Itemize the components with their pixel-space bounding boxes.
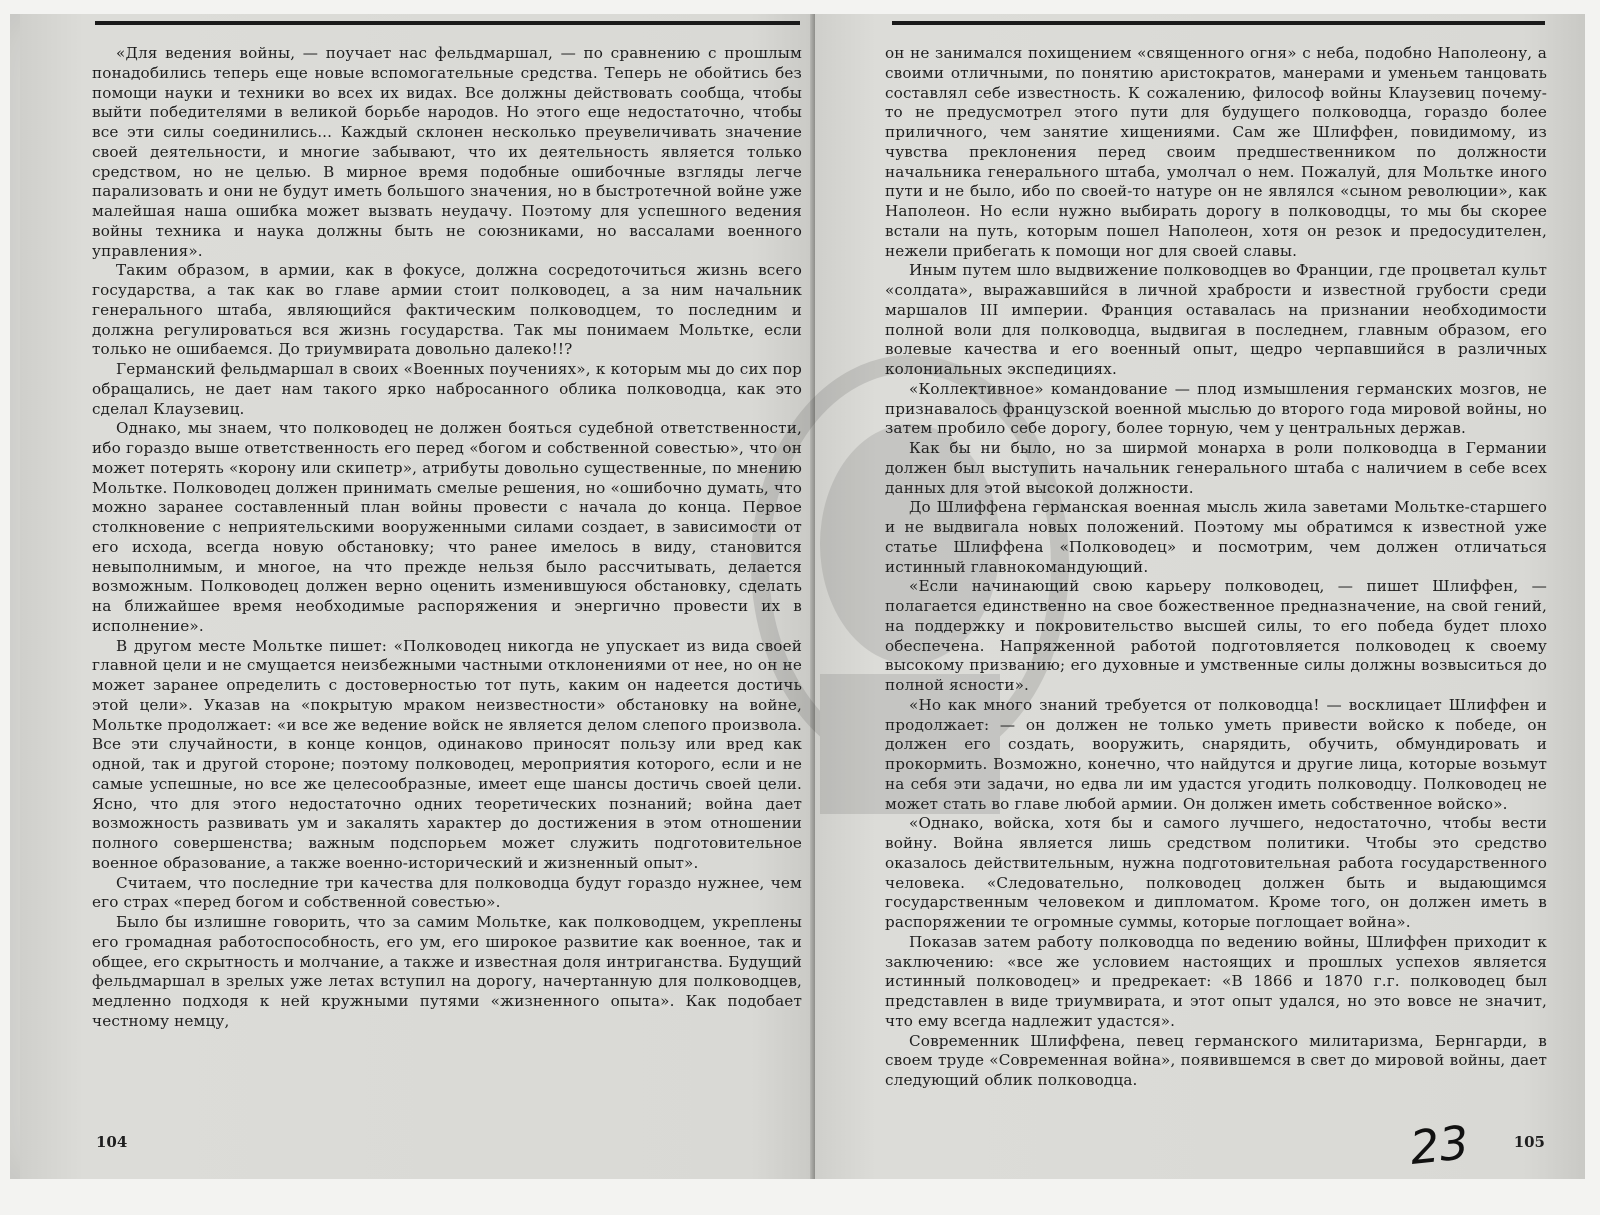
right-page-text (885, 44, 1547, 1091)
handwritten-page-number: 23 (1407, 1115, 1472, 1175)
paragraph: В другом месте Мольтке пишет: «Полководец никогда не упускает из вида своей главной цели и не смущается неизбежными частными отклонениями от нее, но он не может заранее определить с достоверностью тот путь, каким он надеется достичь этой цели». Указав на «покрытую мраком неизвестности» обстановку на войне, Мольтке продолжает: «и все же ведение войск не является делом слепого произвола. Все эти случайности, в конце концов, одинаково приносят пользу или вред как одной, так и другой стороне; поэтому полководец, мероприятия которого, если и не самые успешные, но все же целесообразные, имеет еще шансы достичь своей цели. Ясно, что для этого недостаточно одних теоретических познаний; война дает возможность развивать ум и закалять характер до достижения в этом отношении полного совершенства; важным подспорьем может служить подготовительное военное образование, а также военно-исторический и жизненный опыт». (92, 636, 802, 872)
page-number: 104 (96, 1133, 128, 1151)
left-page-text (92, 44, 802, 1032)
right-page (815, 14, 1585, 1179)
paragraph: Считаем, что последние три качества для полководца будут гораздо нужнее, чем его страх «перед богом и собственной совестью». (92, 873, 802, 912)
book-spread (10, 14, 1585, 1179)
paragraph: Как бы ни было, но за ширмой монарха в роли полководца в Германии должен был выступить начальник генерального штаба с наличием в себе всех данных для этой высокой должности. (885, 439, 1547, 497)
paragraph: Германский фельдмаршал в своих «Военных поучениях», к которым мы до сих пор обращались, не дает нам такого ярко набросанного облика полководца, как это сделал Клаузевиц. (92, 360, 802, 418)
paragraph: он не занимался похищением «священного огня» с неба, подобно Наполеону, а своими отличными, по понятию аристократов, манерами и уменьем танцовать составлял себе известность. К сожалению, философ войны Клаузевиц почему-то не предусмотрел этого пути для будущего полководца, гораздо более приличного, чем занятие хищениями. Сам же Шлиффен, повидимому, из чувства преклонения перед своим предшественником по должности начальника генерального штаба, умолчал о нем. Пожалуй, для Мольтке иного пути и не было, ибо по своей-то натуре он не являлся «сыном революции», как Наполеон. Но если нужно выбирать дорогу в полководцы, то мы бы скорее встали на путь, которым пошел Наполеон, хотя он резок и предосудителен, нежели прибегать к помощи ног для своей славы. (885, 44, 1547, 260)
page-number: 105 (1513, 1133, 1545, 1151)
top-rule (95, 21, 800, 25)
paragraph: «Однако, войска, хотя бы и самого лучшего, недостаточно, чтобы вести войну. Война является лишь средством политики. Чтобы это средство оказалось действительным, нужна подготовительная работа государственного человека. «Следовательно, полководец должен быть и выдающимся государственным человеком и дипломатом. Кроме того, он должен иметь в распоряжении те огромные суммы, которые поглощает война». (885, 814, 1547, 931)
left-page (20, 14, 815, 1179)
paragraph: До Шлиффена германская военная мысль жила заветами Мольтке-старшего и не выдвигала новых положений. Поэтому мы обратимся к известной уже статье Шлиффена «Полководец» и посмотрим, чем должен отличаться истинный главнокомандующий. (885, 498, 1547, 576)
paragraph: Однако, мы знаем, что полководец не должен бояться судебной ответственности, ибо гораздо выше ответственность его перед «богом и собственной совестью», что он может потерять «корону или скипетр», атрибуты довольно существенные, по мнению Мольтке. Полководец должен принимать смелые решения, но «ошибочно думать, что можно заранее составленный план войны провести с начала до конца. Первое столкновение с неприятельскими вооруженными силами создает, в зависимости от его исхода, всегда новую обстановку; что ранее имелось в виду, становится невыполнимым, и многое, на что прежде нельзя было рассчитывать, делается возможным. Полководец должен верно оценить изменившуюся обстановку, сделать на ближайшее время необходимые распоряжения и энергично провести их в исполнение». (92, 419, 802, 635)
paragraph: Современник Шлиффена, певец германского милитаризма, Бернгарди, в своем труде «Современная война», появившемся в свет до мировой войны, дает следующий облик полководца. (885, 1031, 1547, 1089)
paragraph: Иным путем шло выдвижение полководцев во Франции, где процветал культ «солдата», выражавшийся в личной храбрости и известной грубости среди маршалов III империи. Франция оставалась на признании необходимости полной воли для полководца, выдвигая в последнем, главным образом, его волевые качества и его военный опыт, щедро черпавшийся в различных колониальных экспедициях. (885, 261, 1547, 378)
paragraph: «Для ведения войны, — поучает нас фельдмаршал, — по сравнению с прошлым понадобились теперь еще новые вспомогательные средства. Теперь не обойтись без помощи науки и техники во всех их видах. Все должны действовать сообща, чтобы выйти победителями в великой борьбе народов. Но этого еще недостаточно, чтобы все эти силы соединились... Каждый склонен несколько преувеличивать значение своей деятельности, и многие забывают, что их деятельность является только средством, но не целью. В мирное время подобные ошибочные взгляды легче парализовать и они не будут иметь большого значения, но в быстротечной войне уже малейшая наша ошибка может вызвать неудачу. Поэтому для успешного ведения войны техника и наука должны быть не союзниками, но вассалами военного управления». (92, 44, 802, 260)
paragraph: Таким образом, в армии, как в фокусе, должна сосредоточиться жизнь всего государства, а так как во главе армии стоит полководец, а за ним начальник генерального штаба, являющийся фактическим полководцем, то последним и должна регулироваться вся жизнь государства. Так мы понимаем Мольтке, если только не ошибаемся. До триумвирата довольно далеко!!? (92, 261, 802, 359)
paragraph: «Но как много знаний требуется от полководца! — восклицает Шлиффен и продолжает: — он должен не только уметь привести войско к победе, он должен его создать, вооружить, снарядить, обучить, обмундировать и прокормить. Возможно, конечно, что найдутся и другие лица, которые возьмут на себя эти задачи, но едва ли им удастся угодить полководцу. Полководец не может стать во главе любой армии. Он должен иметь собственное войско». (885, 695, 1547, 813)
paragraph: «Коллективное» командование — плод измышления германских мозгов, не признавалось французской военной мыслью до второго года мировой войны, но затем пробило себе дорогу, более торную, чем у центральных держав. (885, 379, 1547, 438)
top-rule (892, 21, 1545, 25)
paragraph: «Если начинающий свою карьеру полководец, — пишет Шлиффен, — полагается единственно на свое божественное предназначение, на свой гений, на поддержку и покровительство высшей силы, то его победа будет плохо обеспечена. Напряженной работой подготовляется полководец к своему высокому призванию; его духовные и умственные силы должны возвыситься до полной ясности». (885, 577, 1547, 694)
paragraph: Было бы излишне говорить, что за самим Мольтке, как полководцем, укреплены его громадная работоспособность, его ум, его широкое развитие как военное, так и общее, его скрытность и молчание, а также и известная доля интриганства. Будущий фельдмаршал в зрелых уже летах вступил на дорогу, начертанную для полководцев, медленно подходя к ней кружными путями «жизненного опыта». Как подобает честному немцу, (92, 913, 802, 1030)
paragraph: Показав затем работу полководца по ведению войны, Шлиффен приходит к заключению: «все же условием настоящих и прошлых успехов является истинный полководец» и предрекает: «В 1866 и 1870 г.г. полководец был представлен в виде триумвирата, и этот опыт удался, но это вовсе не значит, что ему всегда надлежит удастся». (885, 932, 1547, 1030)
